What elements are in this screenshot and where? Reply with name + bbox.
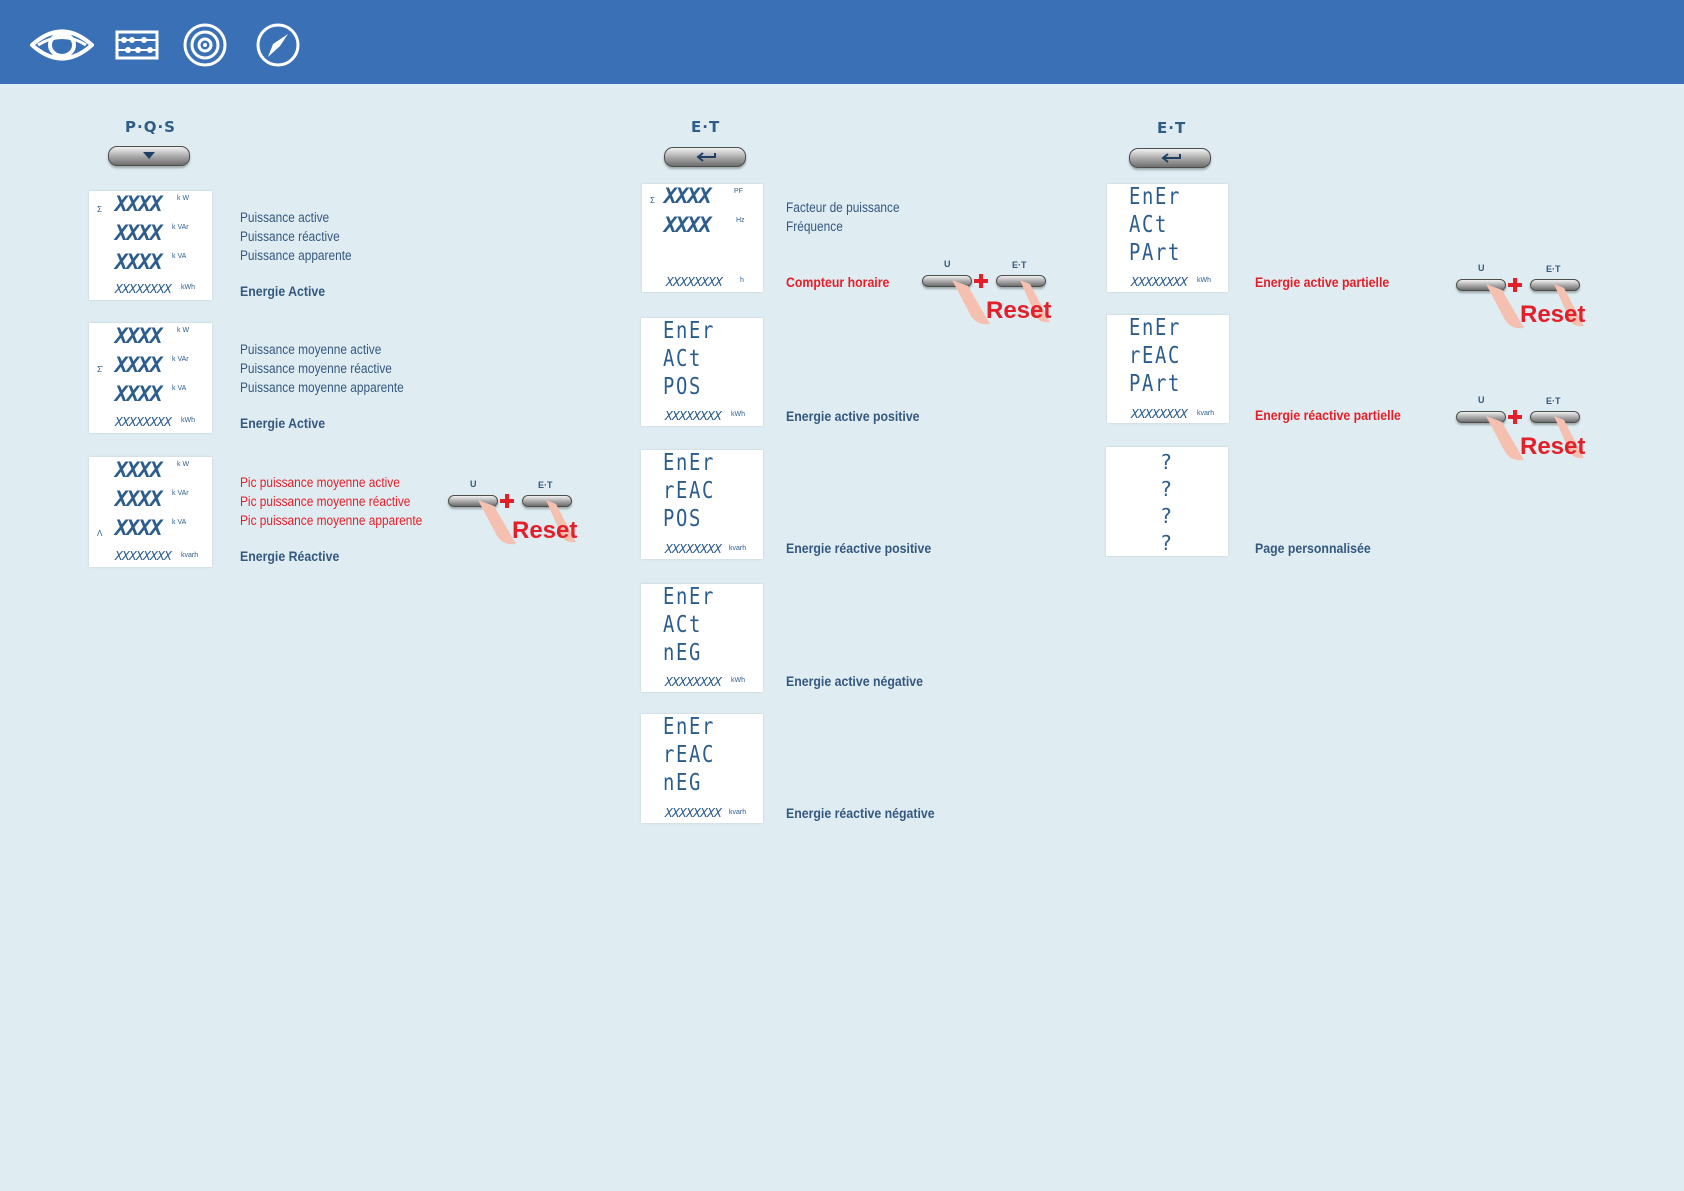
et-button[interactable] <box>664 147 746 167</box>
lcd-counter: XXXXXXXX <box>666 274 723 289</box>
lcd-value: XXXX <box>664 213 711 237</box>
et-button[interactable] <box>1129 148 1211 168</box>
lcd-value: XXXX <box>115 250 162 274</box>
et-label: E·T <box>1546 396 1561 406</box>
lcd-text: rEAC <box>663 742 715 768</box>
abacus-icon <box>114 22 160 68</box>
et-label: E·T <box>1546 264 1561 274</box>
lcd-unit: k VA <box>172 385 187 392</box>
target-icon <box>182 22 228 68</box>
reset-combo <box>920 258 1060 333</box>
caption: Compteur horaire <box>786 274 890 290</box>
lcd-text: nEG <box>663 640 702 666</box>
column-title-pqs: P·Q·S <box>125 118 176 136</box>
compass-icon <box>255 22 301 68</box>
lcd-counter: XXXXXXXX <box>1131 274 1188 289</box>
lcd-text: EnEr <box>663 584 715 610</box>
question-mark: ? <box>1161 450 1172 474</box>
caption: Energie Réactive <box>240 548 340 564</box>
lcd-counter: XXXXXXXX <box>115 414 172 429</box>
lcd-unit: kvarh <box>729 809 747 816</box>
lcd-counter: XXXXXXXX <box>665 805 722 820</box>
lcd-text: EnEr <box>663 714 715 740</box>
reset-label: Reset <box>986 297 1052 324</box>
label: Puissance moyenne réactive <box>240 361 392 376</box>
label: Puissance moyenne active <box>240 342 382 357</box>
reset-combo <box>1454 262 1594 337</box>
question-mark: ? <box>1161 531 1172 555</box>
lcd-screen <box>1107 184 1228 292</box>
caption: Energie active négative <box>786 673 923 689</box>
lcd-unit: kWh <box>1197 277 1211 284</box>
lcd-unit: k VAr <box>172 224 189 231</box>
lcd-unit: k W <box>177 195 190 202</box>
lcd-text: EnEr <box>663 318 715 344</box>
lcd-text: ACt <box>663 346 702 372</box>
u-label: U <box>1478 263 1485 273</box>
lcd-text: PArt <box>1129 240 1181 266</box>
return-arrow-icon <box>665 148 745 166</box>
lcd-value: XXXX <box>115 353 162 377</box>
lcd-screen <box>89 191 212 300</box>
caption: Energie réactive négative <box>786 805 935 821</box>
reset-label: Reset <box>1520 433 1586 460</box>
return-arrow-icon <box>1130 149 1210 167</box>
lcd-text: rEAC <box>663 478 715 504</box>
lcd-counter: XXXXXXXX <box>115 281 172 296</box>
lcd-unit: kWh <box>181 417 195 424</box>
lcd-value: XXXX <box>115 221 162 245</box>
lcd-screen <box>641 584 763 692</box>
caption: Energie active partielle <box>1255 274 1390 290</box>
reset-label: Reset <box>512 517 578 544</box>
lcd-text: EnEr <box>1129 315 1181 341</box>
lcd-unit: kWh <box>731 411 745 418</box>
label: Puissance moyenne apparente <box>240 380 404 395</box>
lcd-unit: k VAr <box>172 356 189 363</box>
lcd-value: XXXX <box>115 458 162 482</box>
u-label: U <box>1478 395 1485 405</box>
sigma-symbol: Σ <box>650 196 655 205</box>
lcd-value: XXXX <box>115 516 162 540</box>
lcd-text: ACt <box>663 612 702 638</box>
lcd-unit: k VA <box>172 253 187 260</box>
lcd-text: EnEr <box>1129 184 1181 210</box>
lcd-value: XXXX <box>115 192 162 216</box>
reset-combo <box>1454 394 1594 469</box>
caption: Energie Active <box>240 283 326 299</box>
u-label: U <box>470 479 477 489</box>
sigma-bar-symbol: Σ̄ <box>97 365 102 374</box>
lcd-value: XXXX <box>115 324 162 348</box>
lcd-unit: kvarh <box>1197 410 1215 417</box>
lcd-screen <box>1106 447 1228 556</box>
pqs-button[interactable] <box>108 146 190 166</box>
question-mark: ? <box>1161 477 1172 501</box>
lcd-unit: k VAr <box>172 490 189 497</box>
lcd-unit: k W <box>177 461 190 468</box>
label: Facteur de puissance <box>786 200 900 215</box>
lcd-unit: k VA <box>172 519 187 526</box>
lcd-screen <box>641 450 763 559</box>
lcd-value: XXXX <box>115 382 162 406</box>
label: Pic puissance moyenne active <box>240 475 400 490</box>
lcd-text: EnEr <box>663 450 715 476</box>
lcd-text: rEAC <box>1129 343 1181 369</box>
lcd-screen <box>1107 315 1229 423</box>
lcd-unit: h <box>740 277 744 284</box>
label: Fréquence <box>786 219 843 234</box>
et-label: E·T <box>1012 260 1027 270</box>
column-title-et: E·T <box>691 118 721 136</box>
lcd-unit: kvarh <box>729 545 747 552</box>
lcd-counter: XXXXXXXX <box>665 674 722 689</box>
lcd-screen <box>642 184 763 292</box>
label: Puissance réactive <box>240 229 340 244</box>
lcd-text: PArt <box>1129 371 1181 397</box>
lcd-unit: PF <box>734 188 743 195</box>
caption: Energie Active <box>240 415 326 431</box>
lcd-text: ACt <box>1129 212 1168 238</box>
label: Puissance active <box>240 210 330 225</box>
lcd-unit: k W <box>177 327 190 334</box>
lcd-text: nEG <box>663 770 702 796</box>
lcd-text: POS <box>663 506 702 532</box>
label: Pic puissance moyenne apparente <box>240 513 423 528</box>
lcd-counter: XXXXXXXX <box>665 541 722 556</box>
lcd-screen <box>89 457 212 567</box>
lcd-unit: Hz <box>736 217 745 224</box>
lcd-counter: XXXXXXXX <box>665 408 722 423</box>
label: Pic puissance moyenne réactive <box>240 494 411 509</box>
caption: Page personnalisée <box>1255 540 1371 556</box>
lcd-value: XXXX <box>115 487 162 511</box>
lcd-screen <box>641 714 763 823</box>
et-label: E·T <box>538 480 553 490</box>
u-label: U <box>944 259 951 269</box>
lcd-value: XXXX <box>664 184 711 208</box>
reset-combo <box>446 478 586 553</box>
triangle-down-icon <box>109 147 189 165</box>
sigma-symbol: Σ <box>97 205 102 214</box>
peak-symbol: Λ <box>97 529 103 538</box>
caption: Energie réactive positive <box>786 540 932 556</box>
header-bar <box>0 0 1684 84</box>
question-mark: ? <box>1161 504 1172 528</box>
lcd-counter: XXXXXXXX <box>115 548 172 563</box>
column-title-et: E·T <box>1157 119 1187 137</box>
label: Puissance apparente <box>240 248 352 263</box>
lcd-unit: kWh <box>181 284 195 291</box>
lcd-text: POS <box>663 374 702 400</box>
reset-label: Reset <box>1520 301 1586 328</box>
lcd-screen <box>641 318 763 426</box>
lcd-counter: XXXXXXXX <box>1131 406 1188 421</box>
lcd-screen <box>89 323 212 433</box>
eye-icon <box>30 22 94 68</box>
caption: Energie active positive <box>786 408 920 424</box>
lcd-unit: kWh <box>731 677 745 684</box>
lcd-unit: kvarh <box>181 552 199 559</box>
caption: Energie réactive partielle <box>1255 407 1401 423</box>
